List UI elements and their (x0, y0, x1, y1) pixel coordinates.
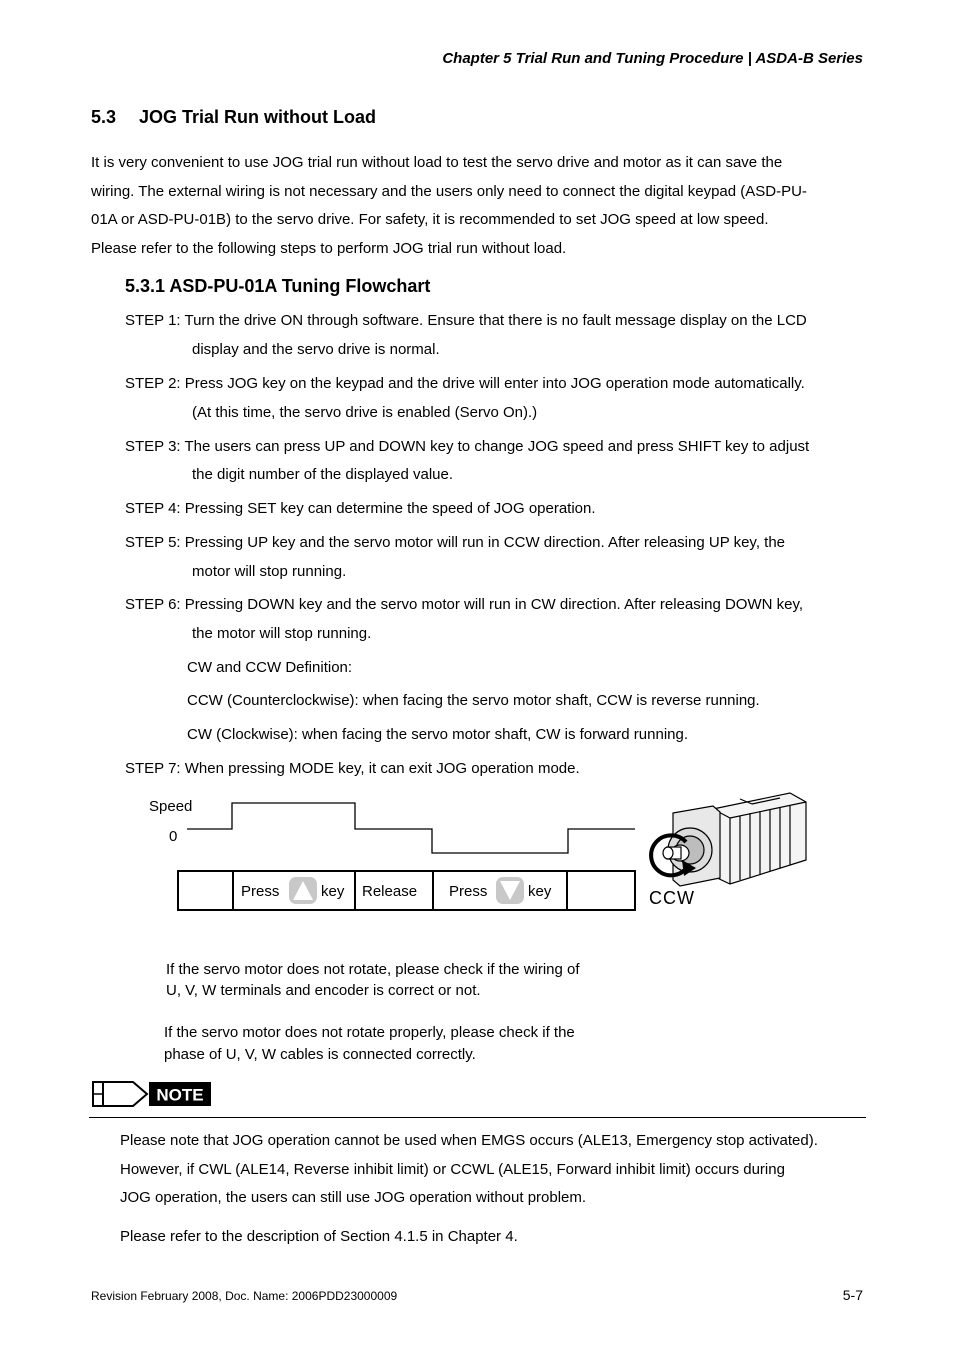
definition-title: CW and CCW Definition: (187, 659, 353, 676)
intro-line: 01A or ASD-PU-01B) to the servo drive. For safety, it is recommended to set JOG speed at low speed. (91, 211, 769, 228)
speed-axis-label: Speed (149, 798, 193, 815)
jog-speed-diagram (140, 780, 820, 920)
zero-axis-label: 0 (169, 828, 178, 845)
step-5-line2: motor will stop running. (192, 563, 347, 580)
note-rule (89, 1117, 866, 1118)
step-1-line1: STEP 1: Turn the drive ON through software. Ensure that there is no fault message display on the LCD (125, 312, 807, 329)
step-3-line2: the digit number of the displayed value. (192, 466, 453, 483)
subsection-heading: 5.3.1 ASD-PU-01A Tuning Flowchart (125, 276, 431, 296)
intro-line: Please refer to the following steps to perform JOG trial run without load. (91, 240, 567, 257)
step-6-line2: the motor will stop running. (192, 625, 372, 642)
step-4-line1: STEP 4: Pressing SET key can determine the speed of JOG operation. (125, 500, 596, 517)
check-phase-line2: phase of U, V, W cables is connected correctly. (164, 1046, 476, 1063)
step-2-line2: (At this time, the servo drive is enabled (Servo On).) (192, 404, 538, 421)
check-wiring-line2: U, V, W terminals and encoder is correct or not. (166, 982, 481, 999)
intro-line: It is very convenient to use JOG trial run without load to test the servo drive and motor as it can save the (91, 154, 783, 171)
step-2-line1: STEP 2: Press JOG key on the keypad and the drive will enter into JOG operation mode automatically. (125, 375, 805, 392)
note-line: Please note that JOG operation cannot be used when EMGS occurs (ALE13, Emergency stop activated). (120, 1132, 818, 1149)
note-line: JOG operation, the users can still use JOG operation without problem. (120, 1189, 587, 1206)
section-number: 5.3 (91, 107, 117, 127)
page-header: Chapter 5 Trial Run and Tuning Procedure | ASDA-B Series (442, 50, 863, 67)
note-line: However, if CWL (ALE14, Reverse inhibit limit) or CCWL (ALE15, Forward inhibit limit) occurs during (120, 1161, 785, 1178)
check-phase-line1: If the servo motor does not rotate properly, please check if the (164, 1024, 575, 1041)
step-5-line1: STEP 5: Pressing UP key and the servo motor will run in CCW direction. After releasing UP key, the (125, 534, 786, 551)
page-number: 5-7 (842, 1287, 863, 1303)
step-3-line1: STEP 3: The users can press UP and DOWN key to change JOG speed and press SHIFT key to adjust (125, 438, 810, 455)
up-arrow-key-icon (289, 877, 317, 904)
ccw-label: CCW (649, 888, 695, 908)
step-7: STEP 7: When pressing MODE key, it can exit JOG operation mode. (125, 760, 580, 777)
step-6-line1: STEP 6: Pressing DOWN key and the servo motor will run in CW direction. After releasing DOWN key, (125, 596, 804, 613)
definition-ccw: CCW (Counterclockwise): when facing the servo motor shaft, CCW is reverse running. (187, 692, 760, 709)
note-label: NOTE (156, 1085, 204, 1105)
speed-waveform (187, 803, 635, 853)
check-wiring-line1: If the servo motor does not rotate, please check if the wiring of (166, 961, 580, 978)
intro-line: wiring. The external wiring is not necessary and the users only need to connect the digital keypad (ASD-PU- (91, 183, 807, 200)
section-heading (91, 107, 376, 128)
footer-revision: Revision February 2008, Doc. Name: 2006PDD23000009 (91, 1289, 398, 1303)
down-arrow-key-icon (496, 877, 524, 904)
press-label: Press (449, 883, 488, 900)
note-marker (91, 1079, 216, 1109)
press-label: Press (241, 883, 280, 900)
note-arrow-icon (93, 1082, 147, 1106)
release-label: Release (362, 883, 418, 900)
key-label: key (321, 883, 345, 900)
definition-cw: CW (Clockwise): when facing the servo motor shaft, CW is forward running. (187, 726, 688, 743)
section-title: JOG Trial Run without Load (139, 107, 376, 127)
step-1-line2: display and the servo drive is normal. (192, 341, 440, 358)
key-label: key (528, 883, 552, 900)
note-reference: Please refer to the description of Section 4.1.5 in Chapter 4. (120, 1228, 518, 1245)
